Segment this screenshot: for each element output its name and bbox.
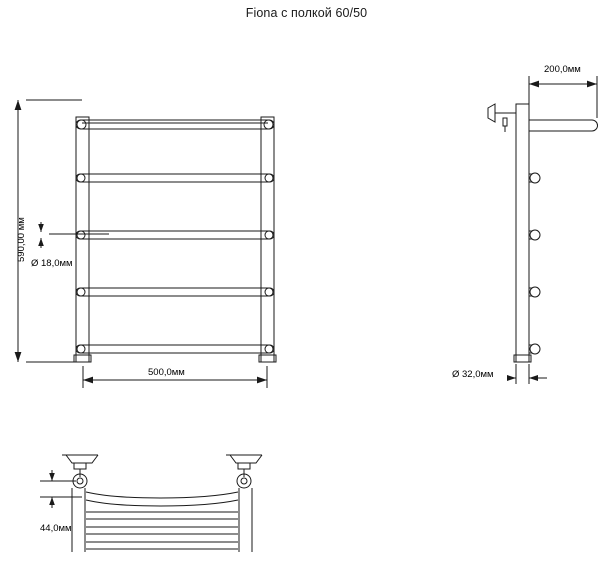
top-view-geometry (62, 455, 262, 552)
top-offset-label: 44,0мм (40, 523, 72, 534)
side-view-geometry (488, 104, 598, 362)
side-post-diameter-label: Ø 32,0мм (452, 369, 494, 380)
front-width-label: 500,0мм (148, 367, 185, 378)
page-title: Fiona с полкой 60/50 (245, 6, 368, 20)
front-height-label: 590,00 мм (16, 217, 27, 262)
front-tube-diameter-dimension (38, 222, 44, 248)
side-post-diameter-dimension (507, 364, 547, 384)
side-shelf-depth-label: 200,0мм (544, 64, 581, 75)
side-shelf-depth-dimension (529, 76, 597, 118)
front-view-geometry (49, 117, 276, 362)
front-tube-diameter-label: Ø 18,0мм (31, 258, 73, 269)
